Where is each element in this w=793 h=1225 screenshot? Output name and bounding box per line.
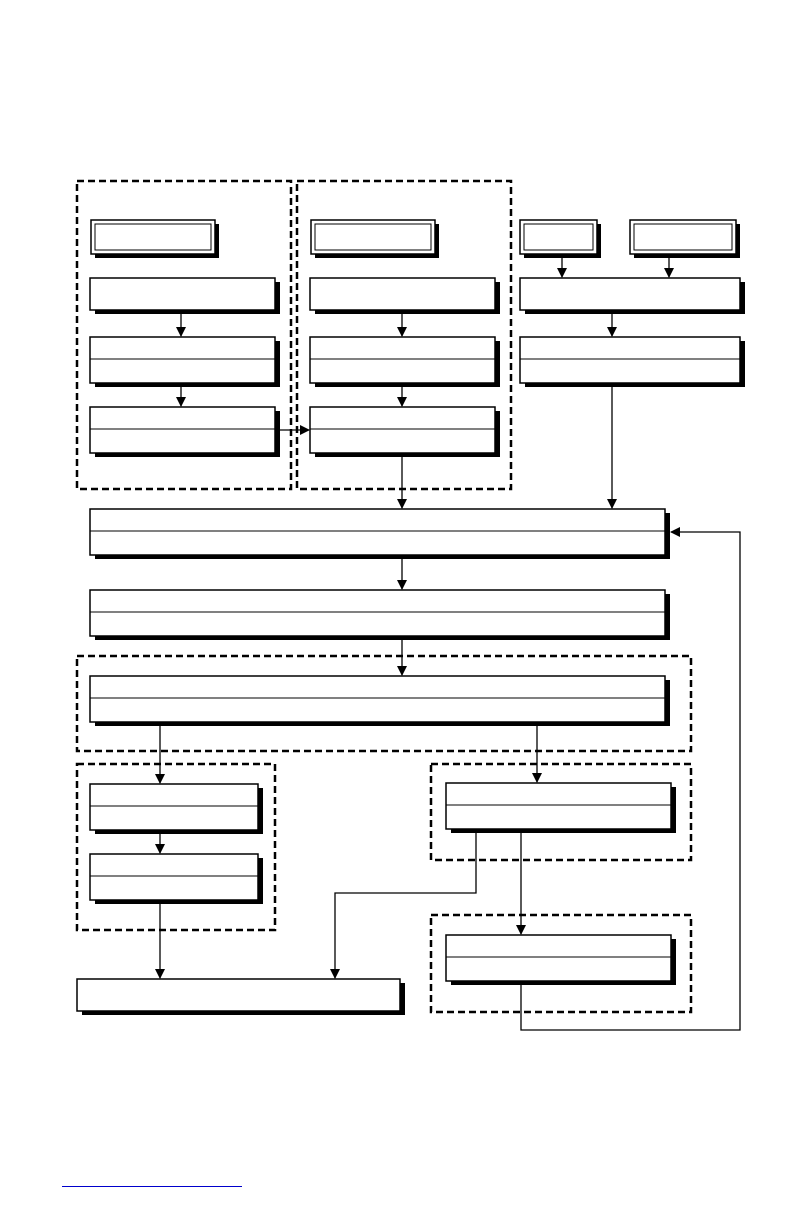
box-c1 [520,278,745,314]
double-boxes [90,337,745,985]
box-a2 [90,337,280,387]
box-mid [90,590,670,640]
input-box-c1 [520,220,601,258]
box-left1 [90,784,263,834]
single-boxes [77,278,745,1015]
input-box-c2 [630,220,740,258]
box-b3 [310,407,500,457]
input-box-b [311,220,439,258]
box-output [77,979,405,1015]
footer-link[interactable] [62,1176,242,1187]
box-b1 [310,278,500,314]
input-box-a [91,220,219,258]
box-merge [90,509,670,559]
box-b2 [310,337,500,387]
box-a3 [90,407,280,457]
box-a1 [90,278,280,314]
input-boxes [91,220,740,258]
box-right2 [446,935,676,985]
box-right1 [446,783,676,833]
box-c2 [520,337,745,387]
box-split [90,676,670,726]
box-left2 [90,854,263,904]
